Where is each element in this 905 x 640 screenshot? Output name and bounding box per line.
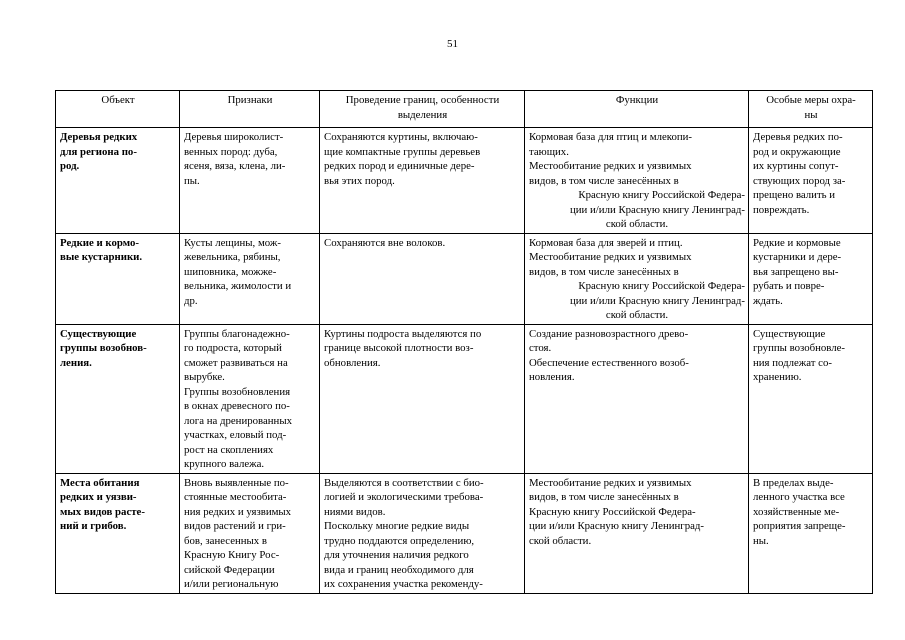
cell-line: ции и/или Красную книгу Ленинград- — [570, 203, 745, 216]
cell-line: Создание разновозрастного древо- — [529, 327, 689, 340]
cell-line: трудно поддаются определению, — [324, 534, 475, 547]
cell-line: прещено валить и — [753, 189, 836, 201]
cell-line: мых видов расте- — [60, 505, 145, 518]
cell-line: ленного участка все — [753, 491, 845, 503]
cell-line: вья запрещено вы- — [753, 265, 839, 278]
cell-line: Местообитание редких и уязвимых — [529, 251, 692, 263]
cell-line: лога на дренированных — [184, 414, 292, 427]
cell-line: Поскольку многие редкие виды — [324, 520, 470, 532]
cell-object — [56, 324, 180, 473]
cell-line: Кормовая база для птиц и млекопи- — [529, 131, 693, 143]
cell-line: род и окружающие — [753, 145, 841, 158]
cell-boundaries — [320, 324, 525, 473]
cell-line: Кусты лещины, мож- — [184, 236, 281, 249]
cell-line: вые кустарники. — [60, 251, 143, 263]
cell-features — [180, 473, 320, 593]
cell-line: участках, еловый под- — [184, 429, 287, 441]
table-row — [56, 128, 873, 234]
header-boundaries — [320, 91, 525, 128]
cell-line: Сохраняются вне волоков. — [324, 236, 446, 249]
cell-line: Группы благонадежно- — [184, 327, 290, 340]
cell-line: Редкие и кормо- — [60, 236, 139, 249]
cell-line: Функции — [615, 94, 659, 106]
cell-line: Куртины подроста выделяются по — [324, 327, 482, 340]
cell-line: редких и уязви- — [60, 491, 137, 503]
cell-line: ления. — [60, 356, 92, 369]
cell-line: Красную Книгу Рос- — [184, 549, 280, 561]
cell-line: ции и/или Красную книгу Ленинград- — [529, 520, 704, 532]
cell-line: их сохранения участка рекоменду- — [324, 578, 483, 590]
cell-line: Существующие — [60, 327, 137, 340]
cell-line: хранению. — [753, 371, 802, 383]
cell-line: Существующие — [753, 327, 826, 340]
cell-object — [56, 233, 180, 324]
cell-line: ны. — [753, 534, 769, 547]
cell-line: бов, занесенных в — [184, 534, 268, 547]
cell-functions — [525, 128, 749, 234]
cell-line: Обеспечение естественного возоб- — [529, 356, 689, 369]
cell-line: ской области. — [529, 534, 592, 547]
table-row — [56, 233, 873, 324]
cell-line: го подроста, который — [184, 342, 282, 354]
cell-line: ниями видов. — [324, 505, 386, 518]
protected-objects-table — [55, 90, 873, 594]
cell-line: род. — [60, 160, 80, 172]
cell-line: стоянные местообита- — [184, 491, 287, 503]
cell-line: Проведение границ, особенности — [345, 94, 500, 106]
cell-line: группы возобнов- — [60, 342, 147, 354]
header-measures — [749, 91, 873, 128]
cell-line: Местообитание редких и уязвимых — [529, 160, 692, 172]
cell-line: видов, в том числе занесённых в — [529, 491, 679, 503]
cell-line: Сохраняются куртины, включаю- — [324, 131, 478, 143]
cell-line: Признаки — [227, 94, 273, 106]
cell-line: границе высокой плотности воз- — [324, 342, 474, 354]
cell-line: хозяйственные ме- — [753, 505, 840, 518]
cell-line: ствующих пород за- — [753, 174, 846, 187]
cell-line: Кормовая база для зверей и птиц. — [529, 236, 683, 249]
cell-object — [56, 128, 180, 234]
cell-line: др. — [184, 294, 198, 307]
cell-line: группы возобновле- — [753, 342, 846, 354]
cell-line: обновления. — [324, 356, 381, 369]
cell-line: вида и границ необходимого для — [324, 563, 474, 576]
cell-functions — [525, 233, 749, 324]
cell-features — [180, 233, 320, 324]
cell-line: пы. — [184, 174, 200, 187]
page-number: 51 — [447, 38, 458, 50]
cell-line: В пределах выде- — [753, 476, 834, 489]
cell-line: щие компактные группы деревьев — [324, 145, 481, 158]
cell-line: редких пород и единичные дере- — [324, 160, 475, 172]
cell-line: рост на скоплениях — [184, 443, 274, 456]
cell-line: Красную книгу Российской Федера- — [578, 189, 745, 201]
cell-line: Местообитание редких и уязвимых — [529, 476, 692, 489]
cell-measures — [749, 324, 873, 473]
cell-line: рубать и повре- — [753, 280, 825, 292]
cell-features — [180, 324, 320, 473]
cell-line: новления. — [529, 371, 575, 383]
cell-line: шиповника, можже- — [184, 265, 277, 278]
cell-line: ясеня, вяза, клена, ли- — [184, 160, 286, 172]
cell-line: роприятия запреще- — [753, 520, 846, 532]
cell-object — [56, 473, 180, 593]
cell-line: повреждать. — [753, 203, 810, 216]
cell-line: ний и грибов. — [60, 520, 127, 532]
cell-line: тающих. — [529, 145, 569, 158]
cell-line: ской области. — [605, 309, 669, 321]
cell-line: и/или региональную — [184, 578, 279, 590]
cell-line: Группы возобновления — [184, 385, 291, 398]
cell-line: вья этих пород. — [324, 174, 395, 187]
cell-measures — [749, 233, 873, 324]
cell-line: Особые меры охра- — [766, 94, 856, 106]
cell-line: вырубке. — [184, 371, 225, 383]
cell-line: Деревья редких по- — [753, 131, 843, 143]
cell-line: ния подлежат со- — [753, 356, 832, 369]
cell-line: Вновь выявленные по- — [184, 476, 289, 489]
cell-line: ния редких и уязвимых — [184, 505, 292, 518]
cell-line: для региона по- — [60, 145, 137, 158]
table-row — [56, 473, 873, 593]
cell-line: крупного валежа. — [184, 458, 265, 470]
cell-line: вельника, жимолости и — [184, 280, 292, 292]
cell-functions — [525, 324, 749, 473]
cell-line: ской области. — [605, 218, 669, 230]
cell-line: видов растений и гри- — [184, 520, 286, 532]
cell-line: Красную книгу Российской Федера- — [529, 505, 696, 518]
cell-line: их куртины сопут- — [753, 160, 839, 172]
header-features — [180, 91, 320, 128]
cell-line: Деревья широколист- — [184, 131, 284, 143]
cell-boundaries — [320, 233, 525, 324]
cell-line: Красную книгу Российской Федера- — [578, 280, 745, 292]
cell-line: видов, в том числе занесённых в — [529, 265, 679, 278]
table-header-row — [56, 91, 873, 128]
cell-line: ны — [804, 108, 818, 121]
cell-measures — [749, 128, 873, 234]
cell-line: логией и экологическими требова- — [324, 491, 484, 503]
cell-line: Объект — [101, 94, 135, 106]
cell-line: ции и/или Красную книгу Ленинград- — [570, 294, 745, 307]
cell-line: сможет развиваться на — [184, 356, 288, 369]
cell-boundaries — [320, 128, 525, 234]
cell-line: ждать. — [753, 294, 783, 307]
cell-line: Выделяются в соответствии с био- — [324, 476, 484, 489]
cell-boundaries — [320, 473, 525, 593]
cell-line: видов, в том числе занесённых в — [529, 174, 679, 187]
cell-line: Места обитания — [60, 476, 140, 489]
cell-line: кустарники и дере- — [753, 251, 842, 263]
header-object — [56, 91, 180, 128]
cell-line: Редкие и кормовые — [753, 236, 841, 249]
cell-line: для уточнения наличия редкого — [324, 549, 469, 561]
cell-features — [180, 128, 320, 234]
table-row — [56, 324, 873, 473]
cell-functions — [525, 473, 749, 593]
cell-line: венных пород: дуба, — [184, 145, 278, 158]
cell-measures — [749, 473, 873, 593]
cell-line: Деревья редких — [60, 131, 138, 143]
cell-line: в окнах древесного по- — [184, 400, 290, 412]
header-functions — [525, 91, 749, 128]
cell-line: жевельника, рябины, — [184, 251, 281, 263]
cell-line: сийской Федерации — [184, 563, 275, 576]
cell-line: стоя. — [529, 342, 552, 354]
cell-line: выделения — [397, 108, 448, 121]
